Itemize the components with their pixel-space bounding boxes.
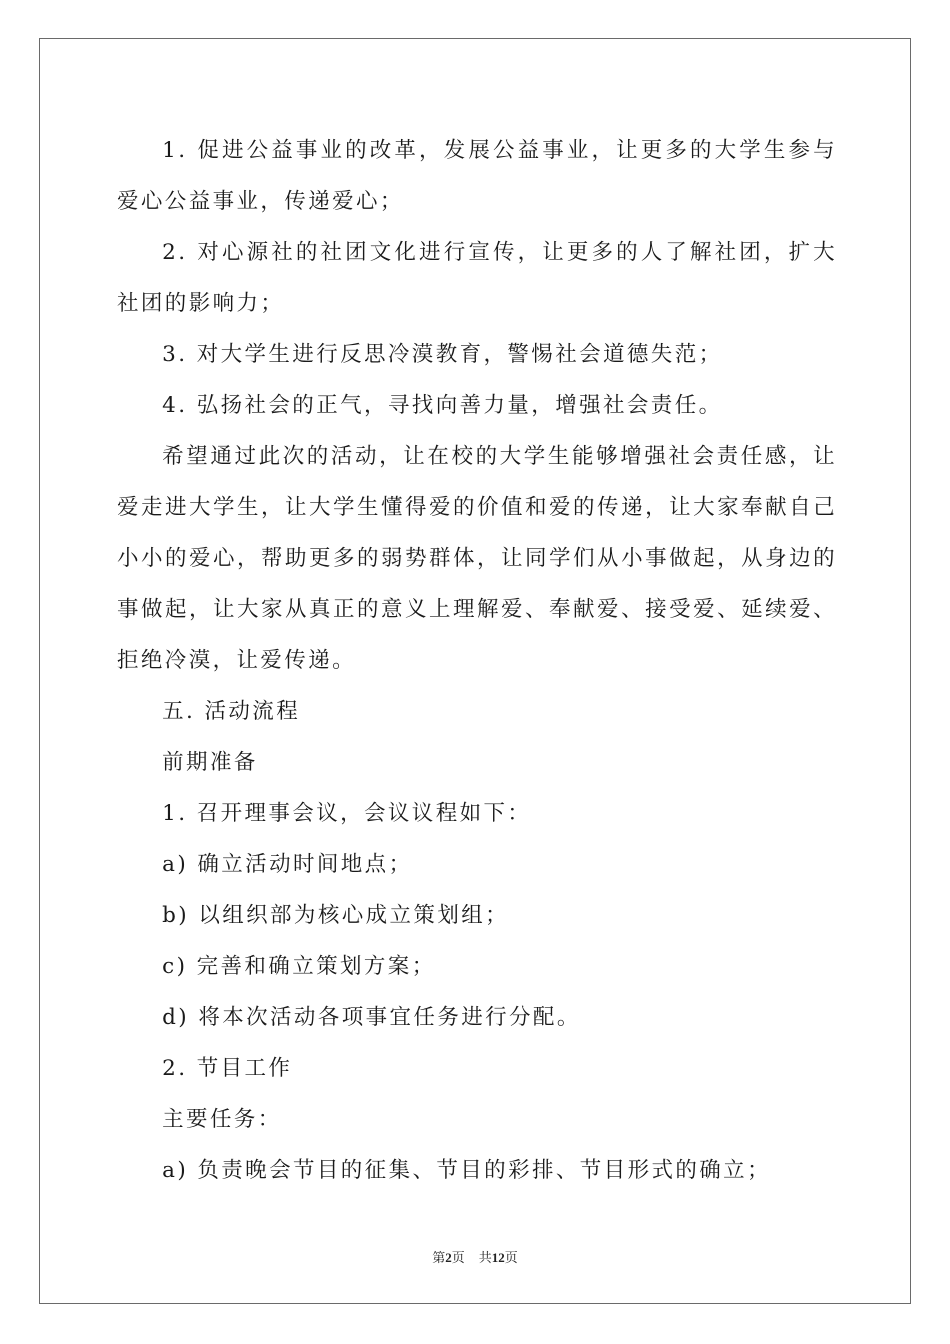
list-item: a) 负责晚会节目的征集、节目的彩排、节目形式的确立； (162, 1158, 771, 1183)
paragraph: 希望通过此次的活动，让在校的大学生能够增强社会责任感，让爱走进大学生，让大学生懂得爱的价值和爱的传递，让大家奉献自己小小的爱心，帮助更多的弱势群体，让同学们从小事做起，从身边的事做起，让大家从真正的意义上理解爱、奉献爱、接受爱、延续爱、拒绝冷漠，让爱传递。 (117, 444, 837, 673)
page-suffix: 页 (451, 1250, 465, 1265)
paragraph: 1. 促进公益事业的改革，发展公益事业，让更多的大学生参与爱心公益事业，传递爱心； (117, 138, 837, 214)
paragraph: 2. 对心源社的社团文化进行宣传，让更多的人了解社团，扩大社团的影响力； (117, 240, 837, 316)
document-body (117, 125, 837, 1196)
page-number: 2 (445, 1250, 452, 1265)
list-item: a) 确立活动时间地点； (162, 852, 413, 877)
subheading: 前期准备 (162, 750, 258, 775)
subheading: 主要任务： (162, 1107, 282, 1132)
page-footer (0, 1247, 950, 1266)
list-item: d) 将本次活动各项事宜任务进行分配。 (162, 1005, 581, 1030)
paragraph: 1. 召开理事会议，会议议程如下： (162, 801, 532, 826)
total-prefix: 共 (478, 1250, 492, 1265)
paragraph: 2. 节目工作 (162, 1056, 293, 1081)
total-suffix: 页 (504, 1250, 518, 1265)
page-prefix: 第 (432, 1250, 446, 1265)
paragraph: 4. 弘扬社会的正气，寻找向善力量，增强社会责任。 (162, 393, 723, 418)
list-item: b) 以组织部为核心成立策划组； (162, 903, 510, 928)
list-item: c) 完善和确立策划方案； (162, 954, 436, 979)
total-pages: 12 (491, 1250, 505, 1265)
section-heading: 五. 活动流程 (162, 699, 301, 724)
paragraph: 3. 对大学生进行反思冷漠教育，警惕社会道德失范； (162, 342, 723, 367)
